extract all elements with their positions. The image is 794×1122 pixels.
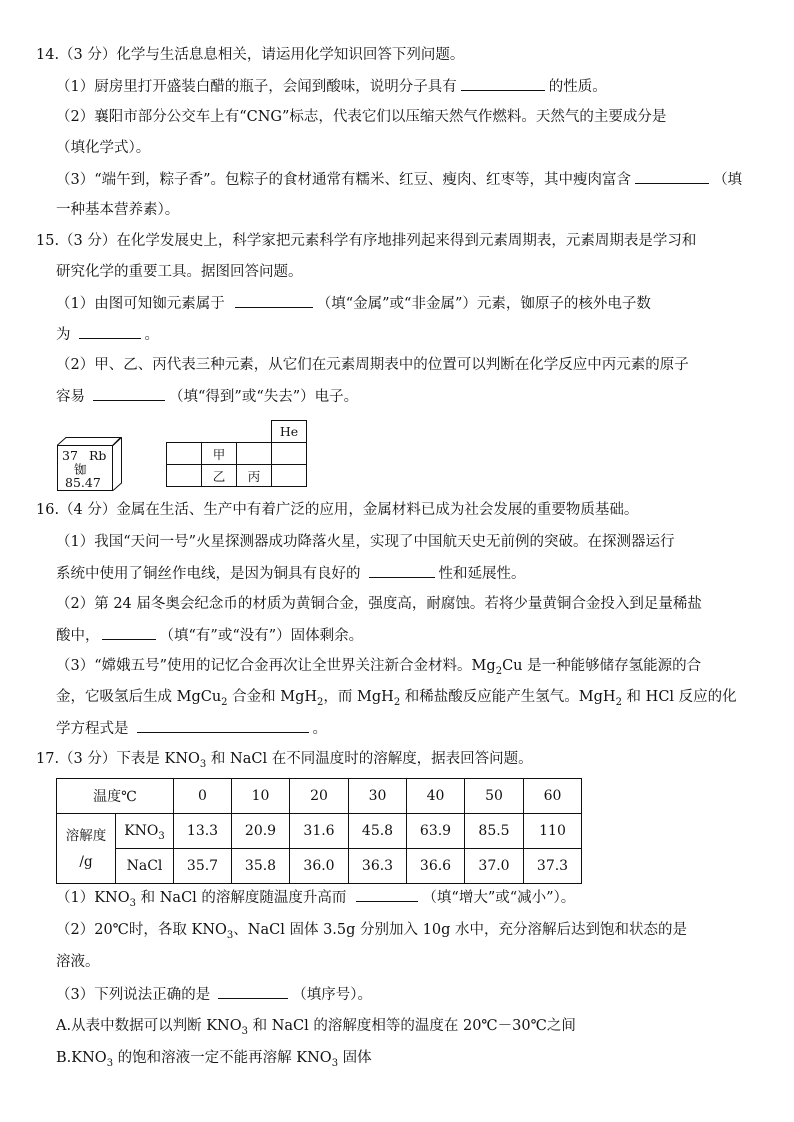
q17-part2-text-a: （2）20℃时，各取 KNO	[56, 922, 227, 938]
q16-part1-text: 系统中使用了铜丝作电线，是因为铜具有良好的	[56, 566, 361, 582]
table-row	[57, 779, 582, 814]
atomic-mass: 85.47	[65, 475, 101, 490]
table-cell: 0	[174, 779, 232, 814]
q15-part2-line2	[56, 386, 358, 407]
q17-heading-text-b: 和 NaCl 在不同温度时的溶解度，据表回答问题。	[206, 751, 533, 767]
q17-part1-text-b: 和 NaCl 的溶解度随温度升高而	[136, 890, 347, 906]
table-cell: 37.0	[465, 849, 524, 884]
subscript: 3	[129, 897, 137, 909]
table-cell: 85.5	[465, 814, 524, 849]
subscript: 2	[221, 696, 228, 708]
cell-bing: 丙	[237, 465, 272, 487]
table-row	[57, 849, 582, 884]
q16-part3-text-b: Cu 是一种能够储存氢能源的合	[502, 658, 702, 674]
q16-part2-tail: （填“有”或“没有”）固体剩余。	[159, 628, 364, 644]
table-cell: 40	[407, 779, 465, 814]
q16-part2-line2	[56, 625, 363, 646]
cell-empty	[237, 443, 272, 465]
q15-part2-tail: （填“得到”或“失去”）电子。	[169, 389, 359, 405]
q15-part2-text: 容易	[56, 389, 85, 405]
table-cell: 35.7	[174, 849, 232, 884]
subscript: 3	[331, 1057, 339, 1069]
q14-part1	[56, 76, 607, 97]
cell-yi: 乙	[202, 465, 237, 487]
table-cell: 110	[524, 814, 582, 849]
cell-jia: 甲	[202, 443, 237, 465]
subscript: 2	[317, 696, 324, 708]
table-row	[57, 814, 582, 849]
q15-part1-period: 。	[144, 327, 159, 343]
q16-part3-text-e: ，而 MgH	[323, 689, 394, 705]
subscript: 3	[226, 929, 234, 941]
q16-part1-line2	[56, 563, 526, 584]
table-cell: 45.8	[349, 814, 407, 849]
subscript: 3	[158, 830, 165, 842]
table-cell: 36.3	[349, 849, 407, 884]
q14-part2-line2: （填化学式）。	[56, 140, 151, 156]
subscript: 2	[495, 665, 503, 677]
q17-part2-line2: 溶液。	[56, 954, 100, 970]
option-a-text-a: A.从表中数据可以判断 KNO	[56, 1018, 242, 1034]
q14-part1-tail: 的性质。	[548, 79, 607, 95]
q15-part1-line2	[56, 324, 159, 345]
q17-part3-text: （3）下列说法正确的是	[56, 987, 211, 1003]
q16-part1-line1: （1）我国“天问一号”火星探测器成功降落火星，实现了中国航天史无前例的突破。在探测器运行	[56, 534, 675, 550]
answer-blank[interactable]	[93, 386, 165, 401]
q16-part3-text-f: 和稀盐酸反应能产生氢气。MgH	[400, 689, 616, 705]
q14-part1-text: （1）厨房里打开盛装白醋的瓶子，会闻到酸味，说明分子具有	[56, 79, 457, 95]
q14-part2-line1: （2）襄阳市部分公交车上有“CNG”标志，代表它们以压缩天然气作燃料。天然气的主要成分是	[56, 109, 667, 125]
table-cell: 20	[290, 779, 349, 814]
q14-part3-tail: （填	[713, 172, 743, 188]
cell-empty	[167, 465, 202, 487]
q14-part3-line1	[56, 169, 742, 190]
nacl-row-label: NaCl	[116, 849, 174, 884]
q16-part1-tail: 性和延展性。	[438, 566, 526, 582]
rubidium-element-card	[57, 437, 123, 491]
subscript: 2	[393, 696, 401, 708]
answer-blank[interactable]	[137, 718, 309, 733]
q17-part2-text-b: 、NaCl 固体 3.5g 分别加入 10g 水中，充分溶解后达到饱和状态的是	[233, 922, 687, 938]
q17-heading-text-a: 17.（3 分）下表是 KNO	[36, 751, 200, 767]
table-cell: 37.3	[524, 849, 582, 884]
periodic-table-fragment	[166, 420, 307, 487]
q17-part3-tail: （填序号）。	[292, 987, 372, 1003]
q16-part3-text-a: （3）“嫦娥五号”使用的记忆合金再次让全世界关注新合金材料。Mg	[56, 658, 496, 674]
table-cell: 30	[349, 779, 407, 814]
subscript: 3	[241, 1025, 248, 1037]
q16-part3-line2	[56, 687, 737, 707]
solubility-label-top: 溶解度	[65, 827, 107, 844]
q16-heading: 16.（4 分）金属在生活、生产中有着广泛的应用，金属材料已成为社会发展的重要物质基础。	[36, 502, 639, 518]
q17-part1-tail: （填“增大”或“减小”）。	[422, 890, 576, 906]
option-b-text-c: 固体	[338, 1050, 372, 1066]
subscript: 2	[615, 696, 622, 708]
q14-part3-text: （3）“端午到，粽子香”。包粽子的食材通常有糯米、红豆、瘦肉、红枣等，其中瘦肉富含	[56, 172, 632, 188]
q17-part3	[56, 984, 372, 1005]
kno3-label-text: KNO	[124, 823, 159, 839]
q15-part1-tail: （填“金属”或“非金属”）元素，铷原子的核外电子数	[316, 296, 651, 312]
table-cell: 20.9	[232, 814, 290, 849]
answer-blank[interactable]	[102, 625, 156, 640]
q16-part3-period: 。	[312, 721, 327, 737]
q14-part3-line2: 一种基本营养素）。	[56, 202, 180, 218]
q17-option-b	[56, 1048, 372, 1068]
answer-blank[interactable]	[218, 984, 288, 999]
subscript: 3	[199, 758, 207, 770]
option-b-text-a: B.KNO	[56, 1050, 107, 1066]
q17-heading	[36, 749, 533, 769]
subscript: 3	[106, 1057, 114, 1069]
q17-part1	[56, 887, 575, 908]
q16-part2-line1: （2）第 24 届冬奥会纪念币的材质为黄铜合金，强度高，耐腐蚀。若将少量黄铜合金投入到足量稀盐	[56, 596, 702, 612]
answer-blank[interactable]	[635, 169, 709, 184]
option-a-text-b: 和 NaCl 的溶解度相等的温度在 20℃－30℃之间	[247, 1018, 576, 1034]
table-cell: 35.8	[232, 849, 290, 884]
q16-part3-text-g: 和 HCl 反应的化	[621, 689, 737, 705]
q16-part3-text-c: 金，它吸氢后生成 MgCu	[56, 689, 222, 705]
option-b-text-b: 的饱和溶液一定不能再溶解 KNO	[113, 1050, 332, 1066]
cell-empty	[272, 465, 307, 487]
temperature-header: 温度℃	[57, 779, 174, 814]
q15-part1-text: （1）由图可知铷元素属于	[56, 296, 225, 312]
q16-part2-text: 酸中，	[56, 628, 100, 644]
table-cell: 63.9	[407, 814, 465, 849]
q15-heading-line2: 研究化学的重要工具。据图回答问题。	[56, 264, 303, 280]
table-cell: 60	[524, 779, 582, 814]
q14-heading: 14.（3 分）化学与生活息息相关，请运用化学知识回答下列问题。	[36, 47, 465, 63]
answer-blank[interactable]	[356, 887, 418, 902]
element-symbol: Rb	[89, 448, 107, 463]
solubility-label	[57, 814, 116, 884]
solubility-table	[56, 778, 582, 884]
card-side-face	[113, 437, 123, 491]
q17-option-a	[56, 1016, 576, 1036]
cell-empty	[167, 443, 202, 465]
q17-part1-text-a: （1）KNO	[56, 890, 130, 906]
answer-blank[interactable]	[235, 293, 313, 308]
table-cell: 36.6	[407, 849, 465, 884]
q16-part3-line3	[56, 718, 327, 739]
answer-blank[interactable]	[461, 76, 545, 91]
table-cell: 13.3	[174, 814, 232, 849]
q16-part3-equation-label: 学方程式是	[56, 721, 129, 737]
q15-part1-wei: 为	[56, 327, 71, 343]
q17-part2-line1	[56, 920, 687, 940]
element-name: 铷	[74, 462, 87, 477]
atomic-number: 37	[62, 448, 78, 463]
table-cell: 50	[465, 779, 524, 814]
solubility-label-unit: /g	[79, 853, 93, 870]
answer-blank[interactable]	[79, 324, 141, 339]
q15-part1-line1	[56, 293, 651, 314]
cell-empty	[272, 443, 307, 465]
cell-he: He	[272, 421, 307, 443]
table-cell: 36.0	[290, 849, 349, 884]
table-cell: 31.6	[290, 814, 349, 849]
q15-part2-line1: （2）甲、乙、丙代表三种元素，从它们在元素周期表中的位置可以判断在化学反应中丙元素的原子	[56, 357, 689, 373]
kno3-row-label	[116, 814, 174, 849]
answer-blank[interactable]	[369, 563, 435, 578]
table-cell: 10	[232, 779, 290, 814]
q15-heading-line1: 15.（3 分）在化学发展史上，科学家把元素科学有序地排列起来得到元素周期表，元素周期表是学习和	[36, 233, 697, 249]
q16-part3-line1	[56, 656, 701, 676]
q16-part3-text-d: 合金和 MgH	[227, 689, 318, 705]
